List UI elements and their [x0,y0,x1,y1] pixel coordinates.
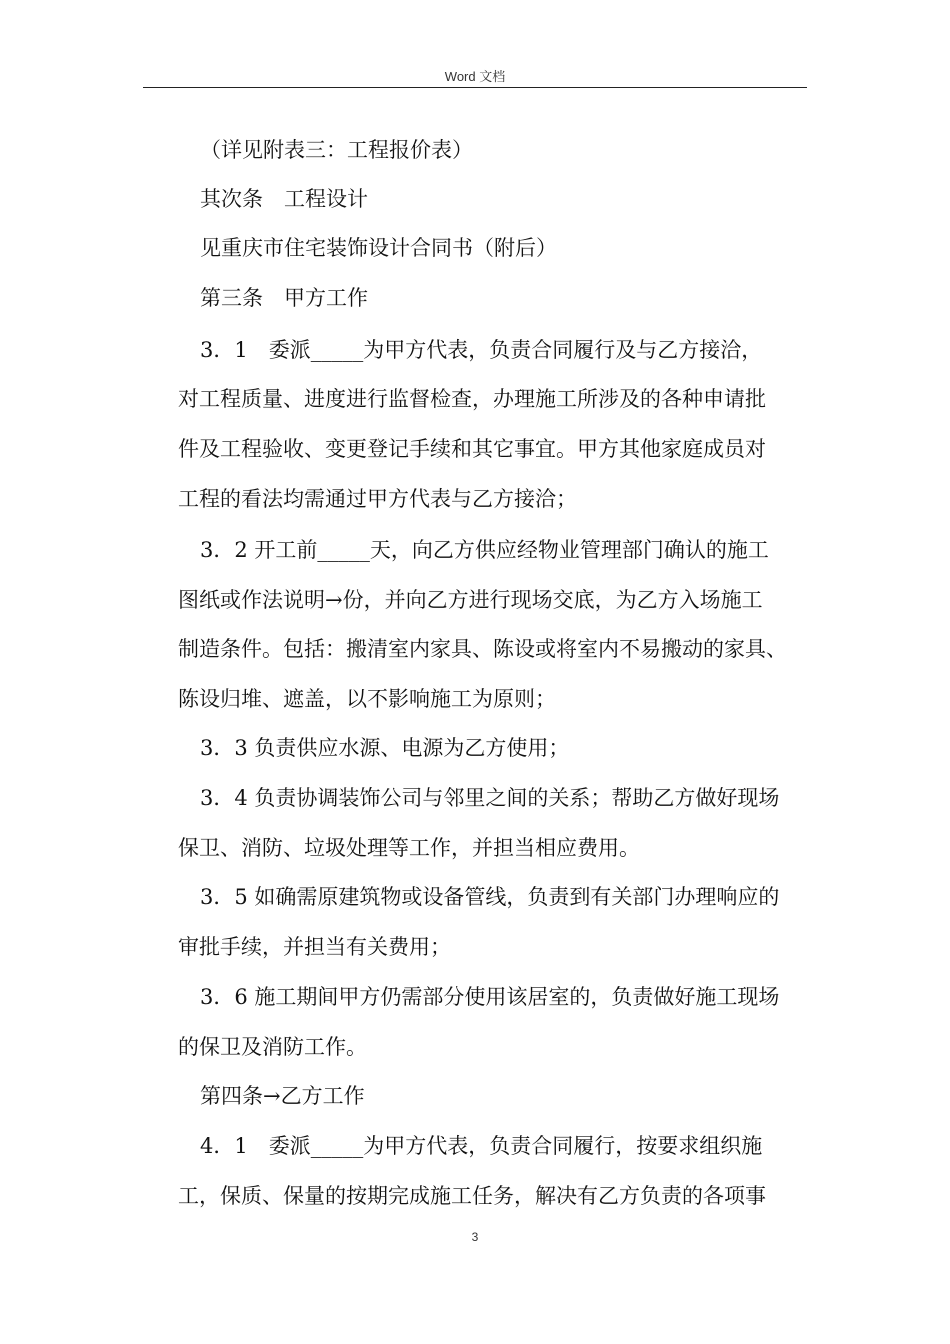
body-line: 第三条 甲方工作 [200,286,368,310]
body-line: 审批手续，并担当有关费用； [178,935,451,959]
body-line: 对工程质量、进度进行监督检查，办理施工所涉及的各种申请批 [178,387,766,411]
body-line: 件及工程验收、变更登记手续和其它事宜。甲方其他家庭成员对 [178,437,766,461]
body-line: 4．1 委派_____为甲方代表，负责合同履行，按要求组织施 [200,1134,763,1158]
body-line: 3．2 开工前_____天，向乙方供应经物业管理部门确认的施工 [200,538,769,562]
body-line: 的保卫及消防工作。 [178,1035,367,1059]
header-divider [143,87,807,88]
body-line: 其次条 工程设计 [200,187,368,211]
page-header: Word 文档 [444,69,506,84]
body-line: 见重庆市住宅装饰设计合同书（附后） [200,236,557,260]
page-number: 3 [471,1230,479,1244]
body-line: 工，保质、保量的按期完成施工任务，解决有乙方负责的各项事 [178,1184,766,1208]
body-line: 第四条→乙方工作 [200,1084,365,1108]
body-line: 制造条件。包括：搬清室内家具、陈设或将室内不易搬动的家具、 [178,637,787,661]
body-line: 陈设归堆、遮盖，以不影响施工为原则； [178,687,556,711]
body-line: 工程的看法均需通过甲方代表与乙方接洽； [178,487,577,511]
body-line: 3．5 如确需原建筑物或设备管线，负责到有关部门办理响应的 [200,885,780,909]
body-line: 3．3 负责供应水源、电源为乙方使用； [200,736,570,760]
body-line: 3．6 施工期间甲方仍需部分使用该居室的，负责做好施工现场 [200,985,780,1009]
body-line: 保卫、消防、垃圾处理等工作，并担当相应费用。 [178,836,640,860]
body-line: （详见附表三：工程报价表） [200,138,473,162]
body-line: 3．4 负责协调装饰公司与邻里之间的关系；帮助乙方做好现场 [200,786,780,810]
body-line: 图纸或作法说明→份，并向乙方进行现场交底，为乙方入场施工 [178,588,763,612]
body-line: 3．1 委派_____为甲方代表，负责合同履行及与乙方接洽， [200,338,763,362]
